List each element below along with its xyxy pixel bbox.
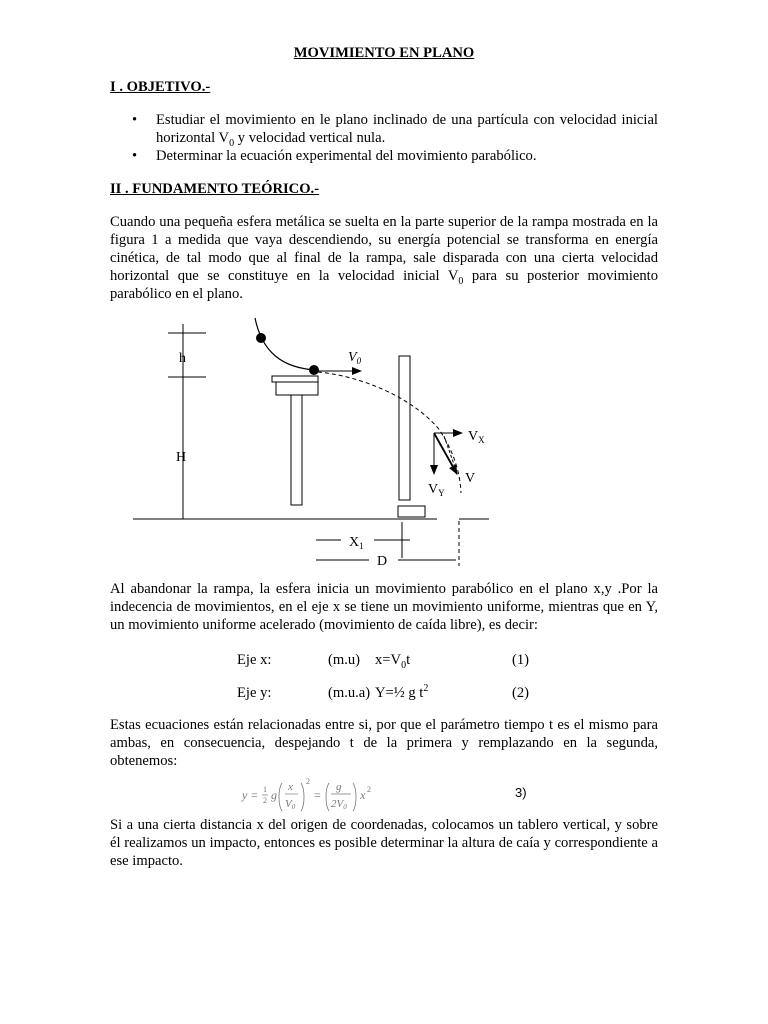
- label-vx: $V_X$: [468, 429, 485, 445]
- formula-3-number: 3): [515, 785, 527, 800]
- impact-paragraph: Si a una cierta distancia x del origen de coordenadas, colocamos un tablero vertical, y sobre él realizamos un impacto, entonces es posible determinar la altura de caía y correspondiente a ese impacto.: [110, 817, 658, 869]
- svg-text:2: 2: [306, 777, 310, 786]
- ramp-curve: [255, 318, 316, 370]
- label-h: h: [179, 351, 186, 366]
- equation-type: (m.u.a): [328, 685, 371, 701]
- label-H: H: [176, 450, 187, 465]
- fundamento-paragraph: Cuando una pequeña esfera metálica se suelta en la parte superior de la rampa mostrada en la figura 1 a medida que vaya descendiendo, su energía potencial se transforma en energía cinética, de tal modo que al final de la rampa, sale disparada con una cierta velocidad horizontal que se constituye en la velocidad inicial $V_0$ para su posterior movimiento parabólico en el plano.: [110, 214, 658, 302]
- section-fundamento-heading: II . FUNDAMENTO TEÓRICO.-: [110, 181, 320, 197]
- equation-axis: Eje y:: [237, 685, 272, 701]
- equation-formula: $x=V_0t$: [375, 652, 411, 671]
- projectile-diagram: [0, 300, 768, 580]
- label-vy: $V_Y$: [428, 482, 445, 498]
- objetivo-item: • Estudiar el movimiento en le plano inclinado de una partícula con velocidad inicial horizontal $V_0$ y velocidad vertical nula.: [110, 111, 658, 147]
- svg-text:g: g: [271, 788, 277, 802]
- objetivo-list: [110, 111, 658, 165]
- svg-text:2: 2: [263, 796, 267, 805]
- label-v: V: [465, 471, 476, 486]
- vertical-board: [399, 356, 410, 500]
- svg-text:1: 1: [263, 785, 267, 794]
- label-v0: $V_0$: [348, 350, 362, 366]
- svg-text:2: 2: [367, 785, 371, 794]
- section-objetivo-heading: I . OBJETIVO.-: [110, 79, 211, 95]
- equation-number: (1): [512, 652, 530, 668]
- label-d: D: [377, 554, 388, 569]
- equation-row-2: [0, 684, 768, 704]
- svg-text:x: x: [288, 781, 293, 793]
- equation-formula: Y=½ g $t^2$: [375, 683, 429, 701]
- ramp-table: [272, 376, 318, 505]
- equation-type: (m.u): [328, 652, 361, 668]
- sphere-start: [256, 333, 266, 343]
- board-base: [398, 506, 425, 517]
- svg-text:2V0: 2V0: [331, 798, 347, 811]
- document-title: MOVIMIENTO EN PLANO: [293, 45, 475, 61]
- x1-dimension: [316, 522, 410, 558]
- sphere-exit: [309, 365, 319, 375]
- equation-row-1: [0, 651, 768, 671]
- height-dimension: [168, 324, 206, 519]
- svg-text:y: y: [242, 788, 248, 802]
- label-x1: $X_1$: [349, 535, 364, 551]
- svg-text:g: g: [336, 781, 342, 793]
- objetivo-item: • Determinar la ecuación experimental del movimiento parabólico.: [110, 147, 658, 165]
- svg-text:=: =: [251, 788, 258, 802]
- parabola-formula: [240, 775, 400, 815]
- equation-axis: Eje x:: [237, 652, 272, 668]
- svg-text:=: =: [314, 788, 321, 802]
- movement-paragraph: Al abandonar la rampa, la esfera inicia un movimiento parabólico en el plano x,y .Por la indecencia de movimientos, en el eje x se tiene un movimiento uniforme, mientras que en Y, un movimiento uniforme acelerado (movimiento de caída libre), es decir:: [110, 581, 658, 633]
- svg-text:V0: V0: [285, 798, 296, 811]
- substitution-paragraph: Estas ecuaciones están relacionadas entre si, por que el parámetro tiempo t es el mismo para ambas, en consecuencia, despejando t de la primera y remplazando en la segunda, obtenemos:: [110, 717, 658, 769]
- svg-text:x: x: [360, 788, 366, 802]
- equation-number: (2): [512, 685, 530, 701]
